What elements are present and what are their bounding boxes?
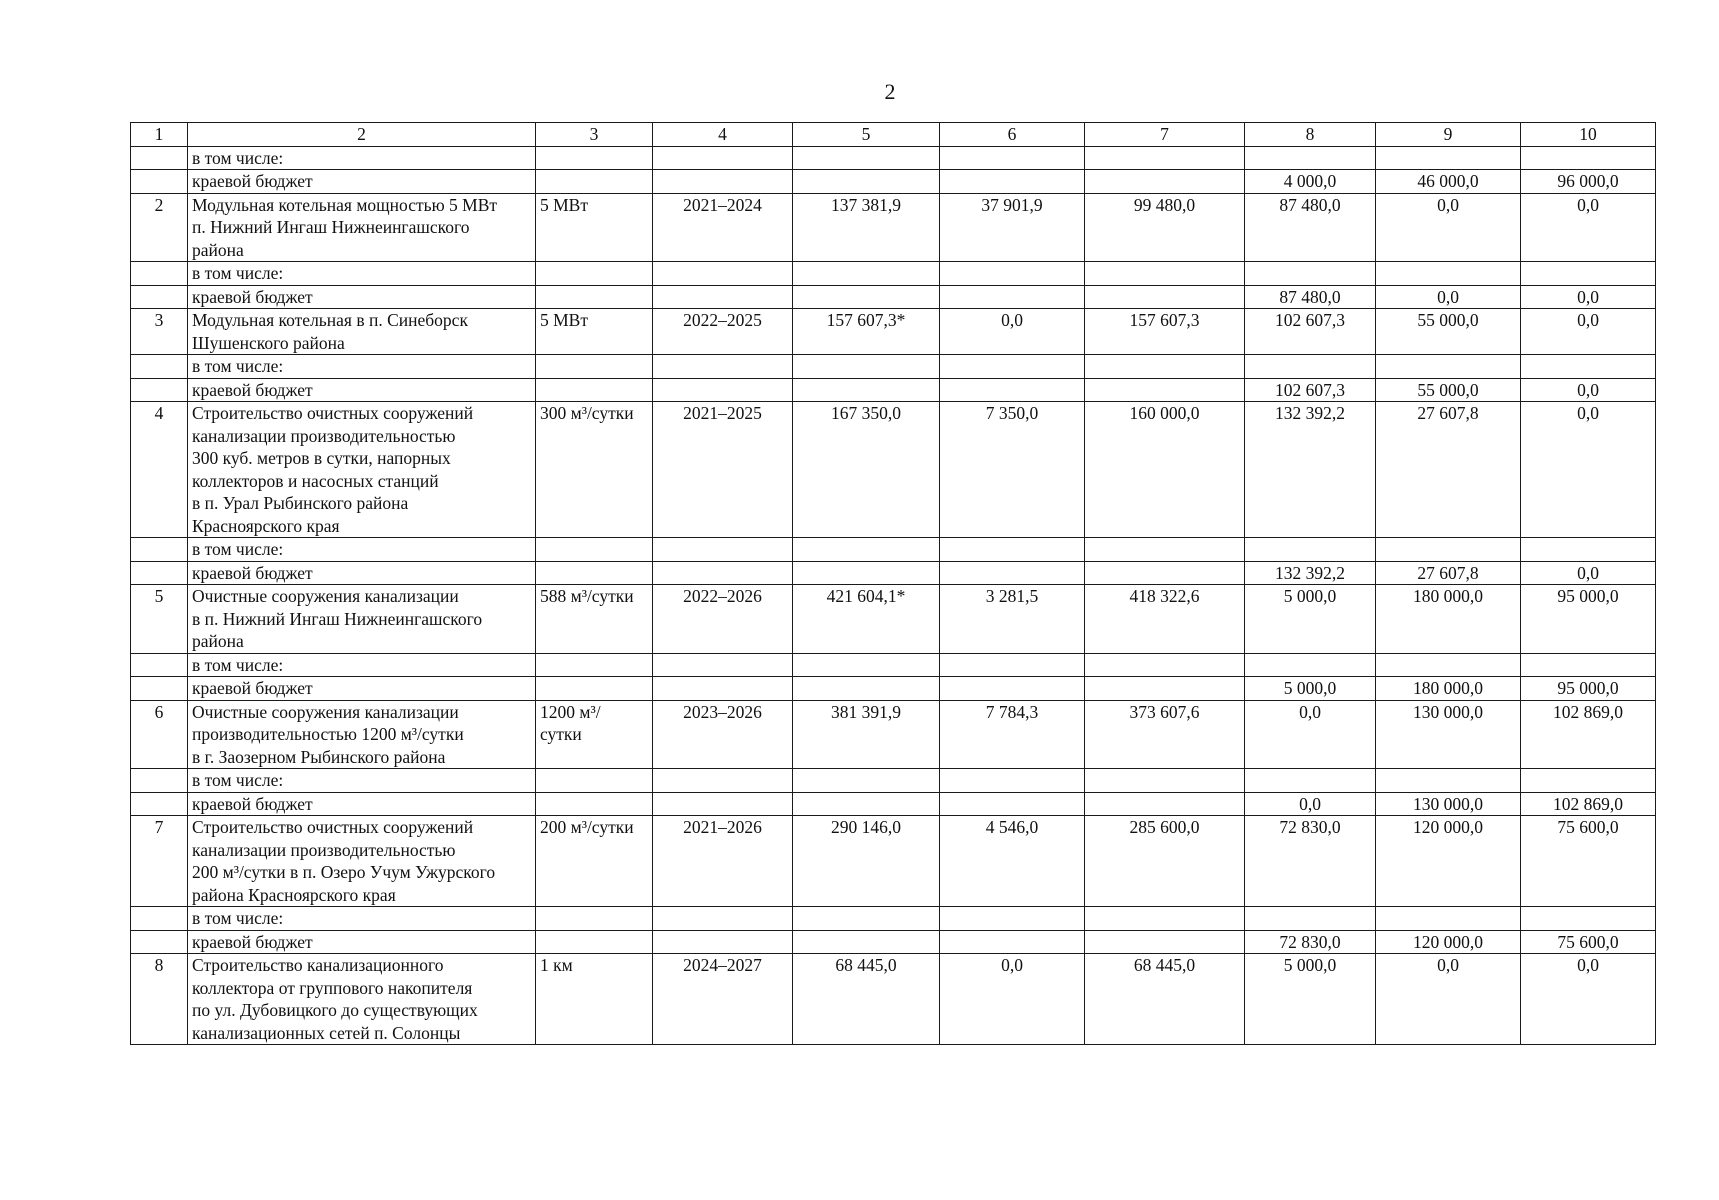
value-col5-cell <box>793 378 940 402</box>
value-col8-cell <box>1245 146 1376 170</box>
value-col8-cell <box>1245 653 1376 677</box>
value-col5-cell: 381 391,9 <box>793 700 940 769</box>
value-col5-cell: 137 381,9 <box>793 193 940 262</box>
capacity-cell <box>536 378 653 402</box>
capacity-cell: 588 м³/сутки <box>536 585 653 654</box>
value-col6-cell: 7 784,3 <box>940 700 1085 769</box>
value-col10-cell: 0,0 <box>1521 402 1656 538</box>
value-col9-cell <box>1376 538 1521 562</box>
project-name-cell: краевой бюджет <box>188 285 536 309</box>
project-name-cell: краевой бюджет <box>188 170 536 194</box>
row-number-cell: 7 <box>131 816 188 907</box>
period-cell <box>653 262 793 286</box>
value-col5-cell <box>793 262 940 286</box>
capacity-cell <box>536 653 653 677</box>
regional-budget-row <box>131 285 1656 309</box>
value-col6-cell: 37 901,9 <box>940 193 1085 262</box>
value-col8-cell: 102 607,3 <box>1245 378 1376 402</box>
capacity-cell <box>536 285 653 309</box>
value-col9-cell <box>1376 769 1521 793</box>
period-cell: 2022–2025 <box>653 309 793 355</box>
project-row <box>131 309 1656 355</box>
value-col10-cell: 0,0 <box>1521 954 1656 1045</box>
period-cell <box>653 146 793 170</box>
project-name-cell: в том числе: <box>188 653 536 677</box>
value-col6-cell <box>940 355 1085 379</box>
capacity-cell: 5 МВт <box>536 309 653 355</box>
value-col6-cell <box>940 378 1085 402</box>
value-col9-cell <box>1376 262 1521 286</box>
project-row <box>131 954 1656 1045</box>
value-col10-cell <box>1521 262 1656 286</box>
regional-budget-row <box>131 792 1656 816</box>
subtotal-label-row <box>131 653 1656 677</box>
project-name-cell: в том числе: <box>188 907 536 931</box>
header-cell: 4 <box>653 123 793 147</box>
regional-budget-row <box>131 930 1656 954</box>
row-number-cell <box>131 907 188 931</box>
value-col7-cell <box>1085 170 1245 194</box>
project-name-cell: в том числе: <box>188 262 536 286</box>
value-col7-cell: 418 322,6 <box>1085 585 1245 654</box>
value-col8-cell <box>1245 262 1376 286</box>
project-name-cell: в том числе: <box>188 355 536 379</box>
value-col8-cell: 4 000,0 <box>1245 170 1376 194</box>
capacity-cell: 1200 м³/ сутки <box>536 700 653 769</box>
subtotal-label-row <box>131 769 1656 793</box>
project-name-cell: Очистные сооружения канализации в п. Нижний Ингаш Нижнеингашского района <box>188 585 536 654</box>
value-col10-cell: 0,0 <box>1521 378 1656 402</box>
capacity-cell <box>536 262 653 286</box>
value-col10-cell: 102 869,0 <box>1521 700 1656 769</box>
value-col5-cell <box>793 146 940 170</box>
value-col7-cell <box>1085 538 1245 562</box>
subtotal-label-row <box>131 355 1656 379</box>
value-col10-cell: 95 000,0 <box>1521 585 1656 654</box>
value-col5-cell: 421 604,1* <box>793 585 940 654</box>
period-cell <box>653 792 793 816</box>
subtotal-label-row <box>131 538 1656 562</box>
value-col5-cell <box>793 355 940 379</box>
value-col7-cell <box>1085 285 1245 309</box>
project-name-cell: в том числе: <box>188 146 536 170</box>
value-col8-cell <box>1245 769 1376 793</box>
period-cell: 2024–2027 <box>653 954 793 1045</box>
value-col8-cell: 0,0 <box>1245 792 1376 816</box>
row-number-cell <box>131 170 188 194</box>
project-name-cell: краевой бюджет <box>188 378 536 402</box>
project-name-cell: в том числе: <box>188 769 536 793</box>
value-col5-cell <box>793 653 940 677</box>
value-col7-cell <box>1085 262 1245 286</box>
regional-budget-row <box>131 378 1656 402</box>
value-col10-cell <box>1521 355 1656 379</box>
value-col7-cell <box>1085 677 1245 701</box>
project-name-cell: в том числе: <box>188 538 536 562</box>
value-col6-cell: 0,0 <box>940 309 1085 355</box>
row-number-cell <box>131 355 188 379</box>
value-col5-cell: 157 607,3* <box>793 309 940 355</box>
capacity-cell <box>536 561 653 585</box>
row-number-cell <box>131 930 188 954</box>
project-funding-table <box>130 122 1656 1045</box>
value-col10-cell: 0,0 <box>1521 285 1656 309</box>
period-cell: 2022–2026 <box>653 585 793 654</box>
value-col9-cell: 46 000,0 <box>1376 170 1521 194</box>
value-col5-cell <box>793 930 940 954</box>
value-col8-cell: 87 480,0 <box>1245 193 1376 262</box>
project-name-cell: краевой бюджет <box>188 792 536 816</box>
page-number: 2 <box>884 79 896 104</box>
value-col6-cell <box>940 538 1085 562</box>
value-col9-cell: 27 607,8 <box>1376 561 1521 585</box>
project-row <box>131 700 1656 769</box>
value-col8-cell: 72 830,0 <box>1245 816 1376 907</box>
project-row <box>131 585 1656 654</box>
value-col8-cell: 132 392,2 <box>1245 402 1376 538</box>
capacity-cell <box>536 930 653 954</box>
value-col10-cell <box>1521 769 1656 793</box>
value-col6-cell <box>940 792 1085 816</box>
value-col6-cell <box>940 769 1085 793</box>
value-col6-cell <box>940 262 1085 286</box>
value-col10-cell: 75 600,0 <box>1521 930 1656 954</box>
period-cell <box>653 170 793 194</box>
value-col10-cell: 0,0 <box>1521 193 1656 262</box>
value-col8-cell: 5 000,0 <box>1245 585 1376 654</box>
row-number-cell <box>131 146 188 170</box>
value-col7-cell: 68 445,0 <box>1085 954 1245 1045</box>
period-cell <box>653 285 793 309</box>
capacity-cell <box>536 146 653 170</box>
value-col10-cell: 96 000,0 <box>1521 170 1656 194</box>
header-cell: 10 <box>1521 123 1656 147</box>
value-col8-cell: 0,0 <box>1245 700 1376 769</box>
value-col9-cell: 0,0 <box>1376 285 1521 309</box>
value-col9-cell: 130 000,0 <box>1376 700 1521 769</box>
row-number-cell <box>131 653 188 677</box>
value-col9-cell: 130 000,0 <box>1376 792 1521 816</box>
period-cell: 2021–2025 <box>653 402 793 538</box>
project-row <box>131 193 1656 262</box>
capacity-cell: 200 м³/сутки <box>536 816 653 907</box>
period-cell <box>653 907 793 931</box>
subtotal-label-row <box>131 146 1656 170</box>
value-col5-cell <box>793 769 940 793</box>
project-name-cell: Модульная котельная в п. Синеборск Шушенского района <box>188 309 536 355</box>
value-col5-cell <box>793 677 940 701</box>
value-col7-cell <box>1085 355 1245 379</box>
project-name-cell: Модульная котельная мощностью 5 МВт п. Нижний Ингаш Нижнеингашского района <box>188 193 536 262</box>
value-col9-cell <box>1376 907 1521 931</box>
subtotal-label-row <box>131 907 1656 931</box>
project-name-cell: краевой бюджет <box>188 930 536 954</box>
header-cell: 1 <box>131 123 188 147</box>
value-col7-cell: 373 607,6 <box>1085 700 1245 769</box>
value-col6-cell: 0,0 <box>940 954 1085 1045</box>
row-number-cell <box>131 378 188 402</box>
period-cell <box>653 561 793 585</box>
project-row <box>131 402 1656 538</box>
value-col7-cell <box>1085 930 1245 954</box>
value-col10-cell: 95 000,0 <box>1521 677 1656 701</box>
value-col7-cell <box>1085 653 1245 677</box>
capacity-cell <box>536 170 653 194</box>
period-cell: 2021–2024 <box>653 193 793 262</box>
value-col5-cell: 68 445,0 <box>793 954 940 1045</box>
row-number-cell <box>131 769 188 793</box>
value-col10-cell: 75 600,0 <box>1521 816 1656 907</box>
capacity-cell <box>536 907 653 931</box>
value-col6-cell <box>940 907 1085 931</box>
row-number-cell: 2 <box>131 193 188 262</box>
value-col5-cell: 290 146,0 <box>793 816 940 907</box>
capacity-cell <box>536 355 653 379</box>
value-col10-cell <box>1521 907 1656 931</box>
value-col9-cell: 180 000,0 <box>1376 677 1521 701</box>
header-cell: 8 <box>1245 123 1376 147</box>
value-col9-cell <box>1376 146 1521 170</box>
value-col8-cell: 102 607,3 <box>1245 309 1376 355</box>
value-col10-cell <box>1521 653 1656 677</box>
capacity-cell <box>536 792 653 816</box>
header-cell: 3 <box>536 123 653 147</box>
value-col6-cell: 7 350,0 <box>940 402 1085 538</box>
value-col9-cell: 120 000,0 <box>1376 816 1521 907</box>
value-col6-cell <box>940 146 1085 170</box>
header-cell: 2 <box>188 123 536 147</box>
header-cell: 6 <box>940 123 1085 147</box>
regional-budget-row <box>131 677 1656 701</box>
value-col6-cell <box>940 285 1085 309</box>
value-col7-cell: 285 600,0 <box>1085 816 1245 907</box>
header-cell: 5 <box>793 123 940 147</box>
period-cell <box>653 538 793 562</box>
value-col5-cell <box>793 285 940 309</box>
row-number-cell <box>131 677 188 701</box>
header-cell: 7 <box>1085 123 1245 147</box>
value-col10-cell: 102 869,0 <box>1521 792 1656 816</box>
capacity-cell <box>536 769 653 793</box>
value-col9-cell: 55 000,0 <box>1376 309 1521 355</box>
value-col5-cell <box>793 538 940 562</box>
period-cell: 2021–2026 <box>653 816 793 907</box>
value-col6-cell: 3 281,5 <box>940 585 1085 654</box>
value-col9-cell: 120 000,0 <box>1376 930 1521 954</box>
capacity-cell: 1 км <box>536 954 653 1045</box>
value-col7-cell: 160 000,0 <box>1085 402 1245 538</box>
value-col8-cell <box>1245 538 1376 562</box>
value-col9-cell: 55 000,0 <box>1376 378 1521 402</box>
value-col7-cell <box>1085 907 1245 931</box>
value-col10-cell <box>1521 146 1656 170</box>
capacity-cell: 5 МВт <box>536 193 653 262</box>
value-col6-cell <box>940 930 1085 954</box>
row-number-cell: 5 <box>131 585 188 654</box>
value-col9-cell <box>1376 653 1521 677</box>
value-col7-cell: 157 607,3 <box>1085 309 1245 355</box>
value-col10-cell: 0,0 <box>1521 309 1656 355</box>
row-number-cell <box>131 792 188 816</box>
table-body <box>131 123 1656 1045</box>
value-col6-cell <box>940 170 1085 194</box>
period-cell: 2023–2026 <box>653 700 793 769</box>
value-col7-cell <box>1085 561 1245 585</box>
value-col5-cell <box>793 170 940 194</box>
value-col8-cell <box>1245 907 1376 931</box>
value-col8-cell: 5 000,0 <box>1245 677 1376 701</box>
regional-budget-row <box>131 561 1656 585</box>
value-col6-cell: 4 546,0 <box>940 816 1085 907</box>
value-col7-cell <box>1085 792 1245 816</box>
value-col6-cell <box>940 677 1085 701</box>
project-name-cell: краевой бюджет <box>188 561 536 585</box>
period-cell <box>653 930 793 954</box>
table-header-row <box>131 123 1656 147</box>
period-cell <box>653 653 793 677</box>
header-cell: 9 <box>1376 123 1521 147</box>
row-number-cell: 4 <box>131 402 188 538</box>
period-cell <box>653 769 793 793</box>
value-col9-cell: 27 607,8 <box>1376 402 1521 538</box>
value-col9-cell <box>1376 355 1521 379</box>
value-col8-cell <box>1245 355 1376 379</box>
capacity-cell <box>536 677 653 701</box>
value-col9-cell: 180 000,0 <box>1376 585 1521 654</box>
regional-budget-row <box>131 170 1656 194</box>
capacity-cell: 300 м³/сутки <box>536 402 653 538</box>
row-number-cell: 8 <box>131 954 188 1045</box>
value-col5-cell: 167 350,0 <box>793 402 940 538</box>
row-number-cell <box>131 561 188 585</box>
value-col8-cell: 72 830,0 <box>1245 930 1376 954</box>
value-col7-cell <box>1085 769 1245 793</box>
period-cell <box>653 355 793 379</box>
value-col10-cell <box>1521 538 1656 562</box>
value-col6-cell <box>940 653 1085 677</box>
project-name-cell: Строительство очистных сооружений канализации производительностью 200 м³/сутки в п. Озеро Учум Ужурского района Красноярского края <box>188 816 536 907</box>
row-number-cell <box>131 538 188 562</box>
row-number-cell <box>131 262 188 286</box>
project-name-cell: краевой бюджет <box>188 677 536 701</box>
row-number-cell: 3 <box>131 309 188 355</box>
value-col7-cell: 99 480,0 <box>1085 193 1245 262</box>
value-col9-cell: 0,0 <box>1376 954 1521 1045</box>
value-col5-cell <box>793 561 940 585</box>
value-col8-cell: 5 000,0 <box>1245 954 1376 1045</box>
period-cell <box>653 677 793 701</box>
capacity-cell <box>536 538 653 562</box>
row-number-cell: 6 <box>131 700 188 769</box>
value-col7-cell <box>1085 146 1245 170</box>
project-name-cell: Строительство очистных сооружений канализации производительностью 300 куб. метров в сутки, напорных коллекторов и насосных станций в п. Урал Рыбинского района Красноярского края <box>188 402 536 538</box>
value-col10-cell: 0,0 <box>1521 561 1656 585</box>
row-number-cell <box>131 285 188 309</box>
project-name-cell: Строительство канализационного коллектора от группового накопителя по ул. Дубовицкого до существующих канализационных сетей п. Солонцы <box>188 954 536 1045</box>
value-col5-cell <box>793 792 940 816</box>
value-col8-cell: 87 480,0 <box>1245 285 1376 309</box>
project-name-cell: Очистные сооружения канализации производительностью 1200 м³/сутки в г. Заозерном Рыбинского района <box>188 700 536 769</box>
value-col6-cell <box>940 561 1085 585</box>
period-cell <box>653 378 793 402</box>
value-col8-cell: 132 392,2 <box>1245 561 1376 585</box>
value-col5-cell <box>793 907 940 931</box>
subtotal-label-row <box>131 262 1656 286</box>
project-row <box>131 816 1656 907</box>
value-col7-cell <box>1085 378 1245 402</box>
value-col9-cell: 0,0 <box>1376 193 1521 262</box>
